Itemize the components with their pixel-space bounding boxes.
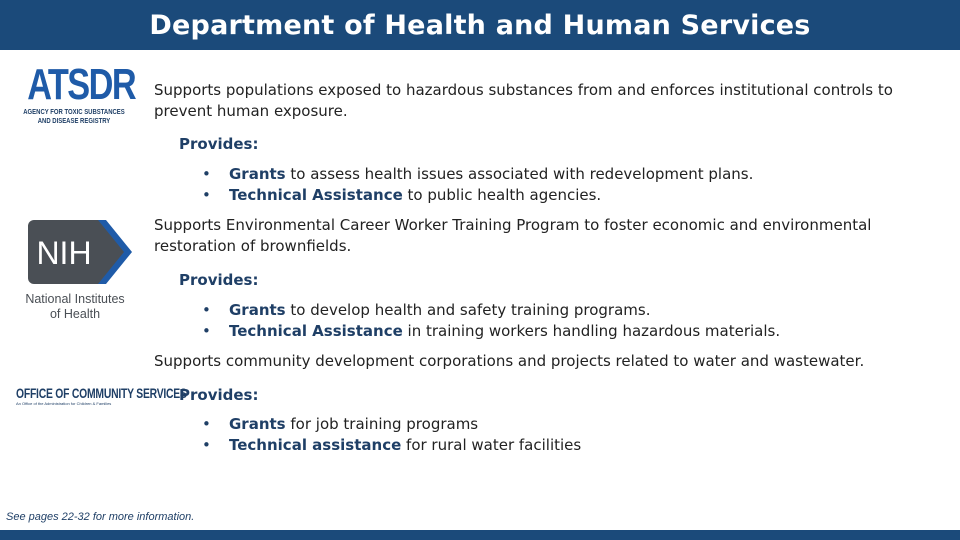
atsdr-logo — [14, 62, 134, 140]
footnote: See pages 22-32 for more information. — [6, 511, 195, 523]
item-text: to public health agencies. — [402, 186, 602, 204]
bullet-icon: • — [202, 415, 211, 433]
atsdr-logo-wordmark: ATSDR — [27, 60, 136, 109]
atsdr-description: Supports populations exposed to hazardous substances from and enforces institutional controls to prevent human exposure. — [154, 81, 893, 120]
ocs-provides-label: Provides: — [179, 386, 259, 404]
bullet-icon: • — [202, 322, 211, 340]
ocs-provides-list — [202, 414, 581, 456]
nih-chevron-icon — [28, 220, 132, 286]
bullet-icon: • — [202, 165, 211, 183]
ocs-description: Supports community development corporations and projects related to water and wastewater. — [154, 352, 865, 370]
nih-logo-subtitle — [10, 292, 140, 322]
item-bold: Grants — [229, 165, 286, 183]
nih-description: Supports Environmental Career Worker Training Program to foster economic and environmental restoration of brownfields. — [154, 216, 872, 255]
page-title: Department of Health and Human Services — [149, 9, 811, 41]
list-item — [202, 414, 581, 435]
bullet-icon: • — [202, 436, 211, 454]
title-bar — [0, 0, 960, 50]
item-text: to assess health issues associated with redevelopment plans. — [285, 165, 754, 183]
nih-logo-subtitle-1: National Institutes — [25, 292, 125, 306]
nih-logo — [10, 220, 140, 330]
item-bold: Grants — [229, 415, 286, 433]
atsdr-logo-subtitle-2: AND DISEASE REGISTRY — [37, 118, 111, 125]
item-bold: Grants — [229, 301, 286, 319]
list-item — [202, 185, 753, 206]
ocs-logo-subtitle: An Office of the Administration for Children & Families — [16, 401, 112, 406]
atsdr-provides-list — [202, 164, 753, 206]
nih-logo-subtitle-2: of Health — [49, 307, 101, 321]
item-text: in training workers handling hazardous materials. — [402, 322, 781, 340]
bullet-icon: • — [202, 301, 211, 319]
item-bold: Technical Assistance — [229, 186, 403, 204]
bullet-icon: • — [202, 186, 211, 204]
item-text: for job training programs — [285, 415, 479, 433]
list-item — [202, 435, 581, 456]
ocs-logo — [16, 385, 187, 406]
item-text: to develop health and safety training programs. — [285, 301, 651, 319]
list-item — [202, 164, 753, 185]
list-item — [202, 321, 780, 342]
list-item — [202, 300, 780, 321]
item-bold: Technical Assistance — [229, 322, 403, 340]
ocs-logo-wordmark: OFFICE OF COMMUNITY SERVICES — [16, 385, 187, 401]
item-text: for rural water facilities — [401, 436, 582, 454]
atsdr-logo-subtitle-1: AGENCY FOR TOXIC SUBSTANCES — [23, 109, 125, 116]
nih-provides-label: Provides: — [179, 271, 259, 289]
nih-provides-list — [202, 300, 780, 342]
footer-bar — [0, 530, 960, 540]
item-bold: Technical assistance — [229, 436, 402, 454]
atsdr-provides-label: Provides: — [179, 135, 259, 153]
nih-logo-wordmark: NIH — [36, 235, 92, 271]
